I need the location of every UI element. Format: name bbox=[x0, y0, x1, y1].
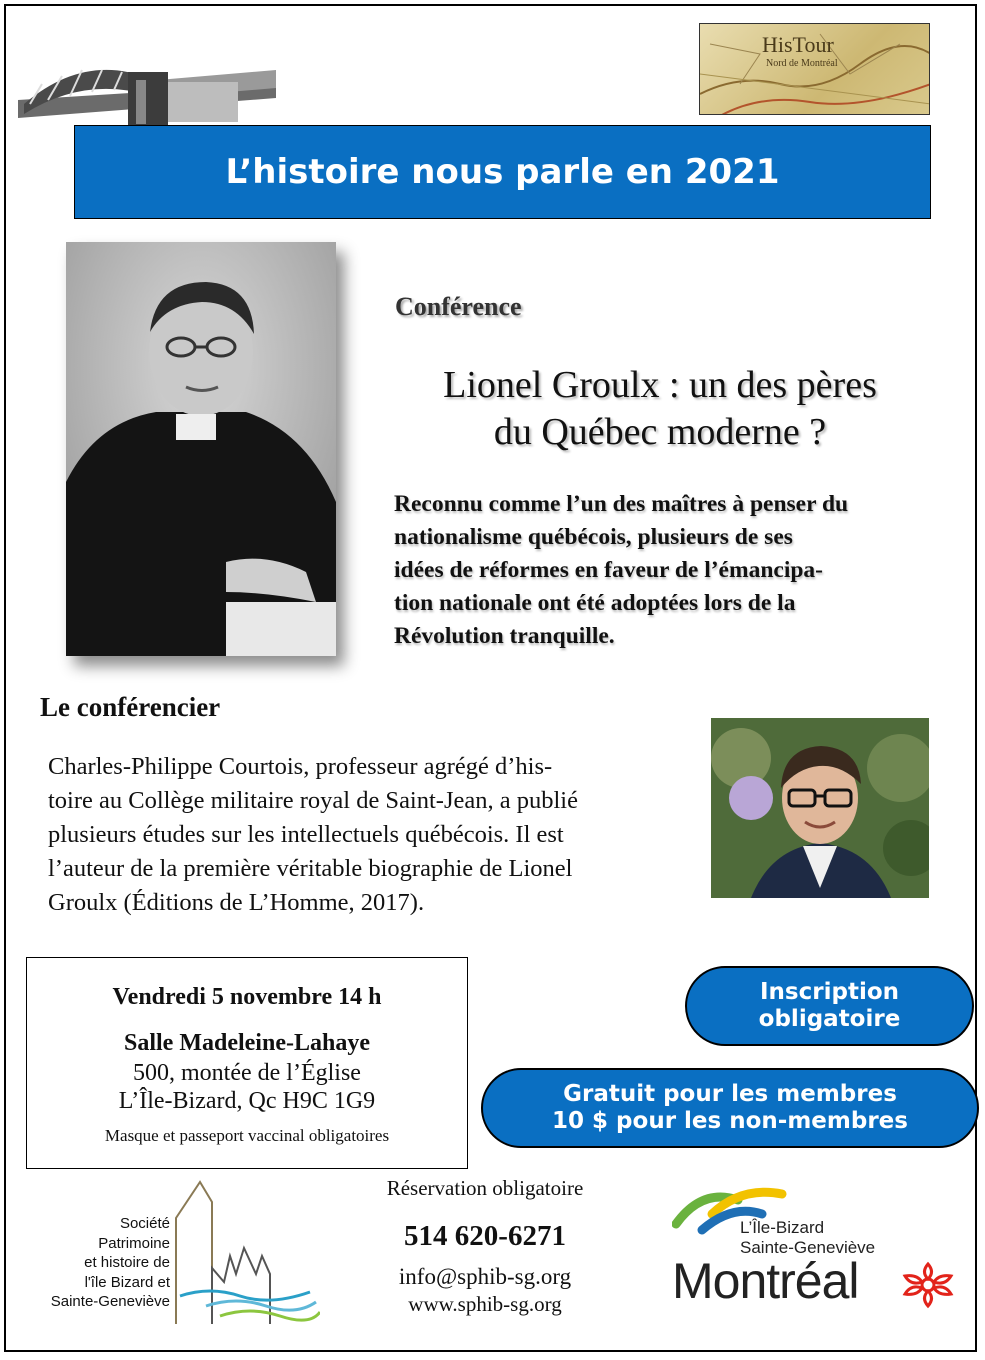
banner-title: L’histoire nous parle en 2021 bbox=[225, 152, 780, 192]
montreal-borough-line: L’Île-Bizard bbox=[740, 1218, 825, 1237]
conference-title-line: du Québec moderne ? bbox=[493, 411, 827, 453]
registration-line: Inscription bbox=[760, 979, 899, 1005]
pricing-line: 10 $ pour les non-membres bbox=[552, 1108, 908, 1134]
pricing-pill bbox=[481, 1068, 979, 1148]
event-date: Vendredi 5 novembre 14 h bbox=[112, 984, 382, 1010]
reservation-website[interactable]: www.sphib-sg.org bbox=[408, 1292, 562, 1316]
speaker-bio bbox=[48, 750, 688, 920]
histour-logo bbox=[699, 23, 930, 115]
bio-line: Groulx (Éditions de L’Homme, 2017). bbox=[48, 889, 425, 916]
description-line: idées de réformes en faveur de l’émancipa- bbox=[394, 557, 823, 583]
pricing-line: Gratuit pour les membres bbox=[563, 1081, 897, 1107]
histour-title: HisTour bbox=[762, 32, 834, 57]
bridge-image bbox=[18, 40, 276, 138]
reservation-label: Réservation obligatoire bbox=[386, 1176, 584, 1200]
society-line: Patrimoine bbox=[98, 1234, 170, 1252]
society-name bbox=[50, 1214, 170, 1312]
event-note: Masque et passeport vaccinal obligatoires bbox=[104, 1126, 390, 1145]
bio-line: l’auteur de la première véritable biographie de Lionel bbox=[48, 855, 573, 882]
registration-pill bbox=[685, 966, 974, 1046]
title-banner bbox=[74, 125, 931, 219]
event-venue: Salle Madeleine-Lahaye bbox=[124, 1030, 370, 1056]
speaker-heading: Le conférencier bbox=[40, 692, 221, 722]
society-line: et histoire de bbox=[84, 1254, 170, 1271]
event-info-box bbox=[26, 957, 468, 1169]
reservation-email[interactable]: info@sphib-sg.org bbox=[398, 1264, 572, 1289]
description-line: tion nationale ont été adoptées lors de la bbox=[394, 590, 796, 616]
church-logo-icon bbox=[170, 1178, 320, 1328]
reservation-phone: 514 620-6271 bbox=[404, 1220, 566, 1252]
histour-subtitle: Nord de Montréal bbox=[766, 58, 838, 69]
conference-title bbox=[380, 362, 940, 456]
bio-line: plusieurs études sur les intellectuels québécois. Il est bbox=[48, 821, 564, 848]
event-address-line: 500, montée de l’Église bbox=[133, 1060, 361, 1086]
conference-title-line: Lionel Groulx : un des pères bbox=[443, 364, 877, 406]
montreal-borough-line: Sainte-Geneviève bbox=[740, 1238, 876, 1257]
speaker-photo bbox=[711, 718, 929, 898]
conference-label: Conférence bbox=[395, 292, 522, 321]
bio-line: toire au Collège militaire royal de Saint-Jean, a publié bbox=[48, 787, 578, 814]
event-address-line: L’Île-Bizard, Qc H9C 1G9 bbox=[118, 1088, 376, 1114]
society-line: l'île Bizard et bbox=[84, 1273, 170, 1291]
society-line: Société bbox=[119, 1215, 170, 1232]
description-line: Révolution tranquille. bbox=[394, 623, 615, 649]
registration-line: obligatoire bbox=[758, 1006, 901, 1032]
conference-description bbox=[394, 488, 944, 653]
montreal-rosette-icon bbox=[895, 1260, 961, 1310]
bio-line: Charles-Philippe Courtois, professeur agrégé d’his- bbox=[48, 753, 553, 780]
description-line: Reconnu comme l’un des maîtres à penser du bbox=[394, 491, 849, 517]
description-line: nationalisme québécois, plusieurs de ses bbox=[394, 524, 793, 550]
montreal-name: Montréal bbox=[672, 1253, 859, 1309]
society-line: Sainte-Geneviève bbox=[50, 1293, 170, 1310]
lionel-groulx-portrait bbox=[66, 242, 336, 656]
